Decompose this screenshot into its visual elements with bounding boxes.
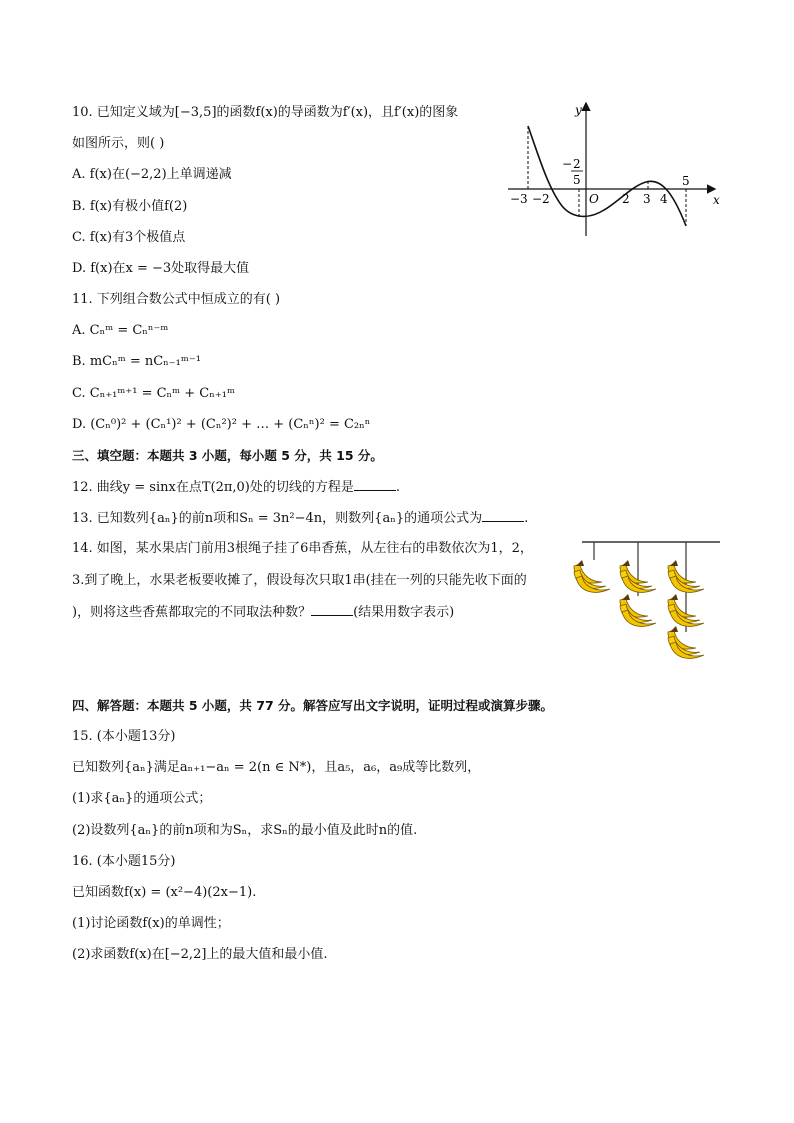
section-3-heading: 三、填空题：本题共 3 小题，每小题 5 分，共 15 分。 [72, 448, 383, 463]
q10-option-a: A. f(x)在(−2,2)上单调递减 [72, 167, 232, 182]
graph-tick-3: 3 [643, 192, 651, 206]
q14-note: (结果用数字表示) [353, 605, 455, 620]
q10-option-c: C. f(x)有3个极值点 [72, 230, 186, 245]
derivative-curve [528, 126, 686, 226]
q16-part1: (1)讨论函数f(x)的单调性； [72, 916, 230, 931]
graph-frac-denominator: 5 [573, 173, 581, 187]
q10-option-d: D. f(x)在x = −3处取得最大值 [72, 261, 250, 276]
q16-title: 16. (本小题15分) [72, 854, 176, 869]
q12-answer-blank[interactable] [354, 478, 396, 491]
q11-option-a: A. Cₙᵐ = Cₙⁿ⁻ᵐ [72, 323, 169, 338]
q15-part2: (2)设数列{aₙ}的前n项和为Sₙ，求Sₙ的最小值及此时n的值. [72, 823, 418, 838]
section-4-heading: 四、解答题：本题共 5 小题，共 77 分。解答应写出文字说明，证明过程或演算步骤。 [72, 698, 554, 713]
q13-end: . [524, 511, 529, 526]
q10-option-b: B. f(x)有极小值f(2) [72, 199, 188, 214]
q11-stem: 11. 下列组合数公式中恒成立的有( ) [72, 292, 281, 307]
graph-tick-5: 5 [682, 174, 690, 188]
q10-stem-line2: 如图所示，则( ) [72, 136, 165, 151]
q12 [72, 478, 400, 497]
q15-part1: (1)求{aₙ}的通项公式； [72, 791, 212, 806]
q15-stem: 已知数列{aₙ}满足aₙ₊₁−aₙ = 2(n ∈ N*)，且a₅，a₆，a₉成等比数列， [72, 760, 481, 775]
q16-stem: 已知函数f(x) = (x²−4)(2x−1). [72, 885, 257, 900]
graph-origin-label: O [589, 192, 599, 206]
q15-title: 15. (本小题13分) [72, 729, 176, 744]
graph-tick-minus3: −3 [510, 192, 528, 206]
q14-line3 [72, 603, 454, 622]
q14-line2: 3.到了晚上，水果老板要收摊了，假设每次只取1串(挂在一列的只能先收下面的 [72, 573, 527, 588]
q14-text: )，则将这些香蕉都取完的不同取法种数？ [72, 605, 312, 620]
q13 [72, 509, 528, 528]
q14-answer-blank[interactable] [311, 603, 353, 616]
banana-figure [568, 536, 724, 660]
q12-end: . [395, 480, 401, 495]
q13-answer-blank[interactable] [482, 509, 524, 522]
banana-bunch-col2-2 [620, 594, 656, 626]
q11-option-c: C. Cₙ₊₁ᵐ⁺¹ = Cₙᵐ + Cₙ₊₁ᵐ [72, 386, 235, 401]
q13-text: 13. 已知数列{aₙ}的前n项和Sₙ = 3n²−4n，则数列{aₙ}的通项公式为 [72, 511, 483, 526]
graph-y-label: y [575, 103, 582, 117]
graph-frac-minus: − [562, 157, 573, 171]
q12-text: 12. 曲线y = sinx在点T(2π,0)处的切线的方程是 [72, 480, 354, 495]
graph-frac-numerator: 2 [573, 157, 581, 171]
q16-part2: (2)求函数f(x)在[−2,2]上的最大值和最小值. [72, 947, 328, 962]
banana-bunch-col1-1 [574, 560, 610, 592]
graph-tick-2: 2 [622, 192, 630, 206]
derivative-graph [500, 96, 732, 238]
graph-tick-minus2: −2 [532, 192, 550, 206]
q11-option-b: B. mCₙᵐ = nCₙ₋₁ᵐ⁻¹ [72, 354, 201, 369]
q14-line1: 14. 如图，某水果店门前用3根绳子挂了6串香蕉，从左往右的串数依次为1，2， [72, 541, 533, 556]
graph-x-label: x [713, 193, 720, 207]
q10-stem-line1: 10. 已知定义域为[−3,5]的函数f(x)的导函数为f′(x)，且f′(x)的图象 [72, 105, 459, 120]
q11-option-d: D. (Cₙ⁰)² + (Cₙ¹)² + (Cₙ²)² + … + (Cₙⁿ)² = C₂ₙⁿ [72, 417, 371, 432]
graph-tick-4: 4 [660, 192, 668, 206]
